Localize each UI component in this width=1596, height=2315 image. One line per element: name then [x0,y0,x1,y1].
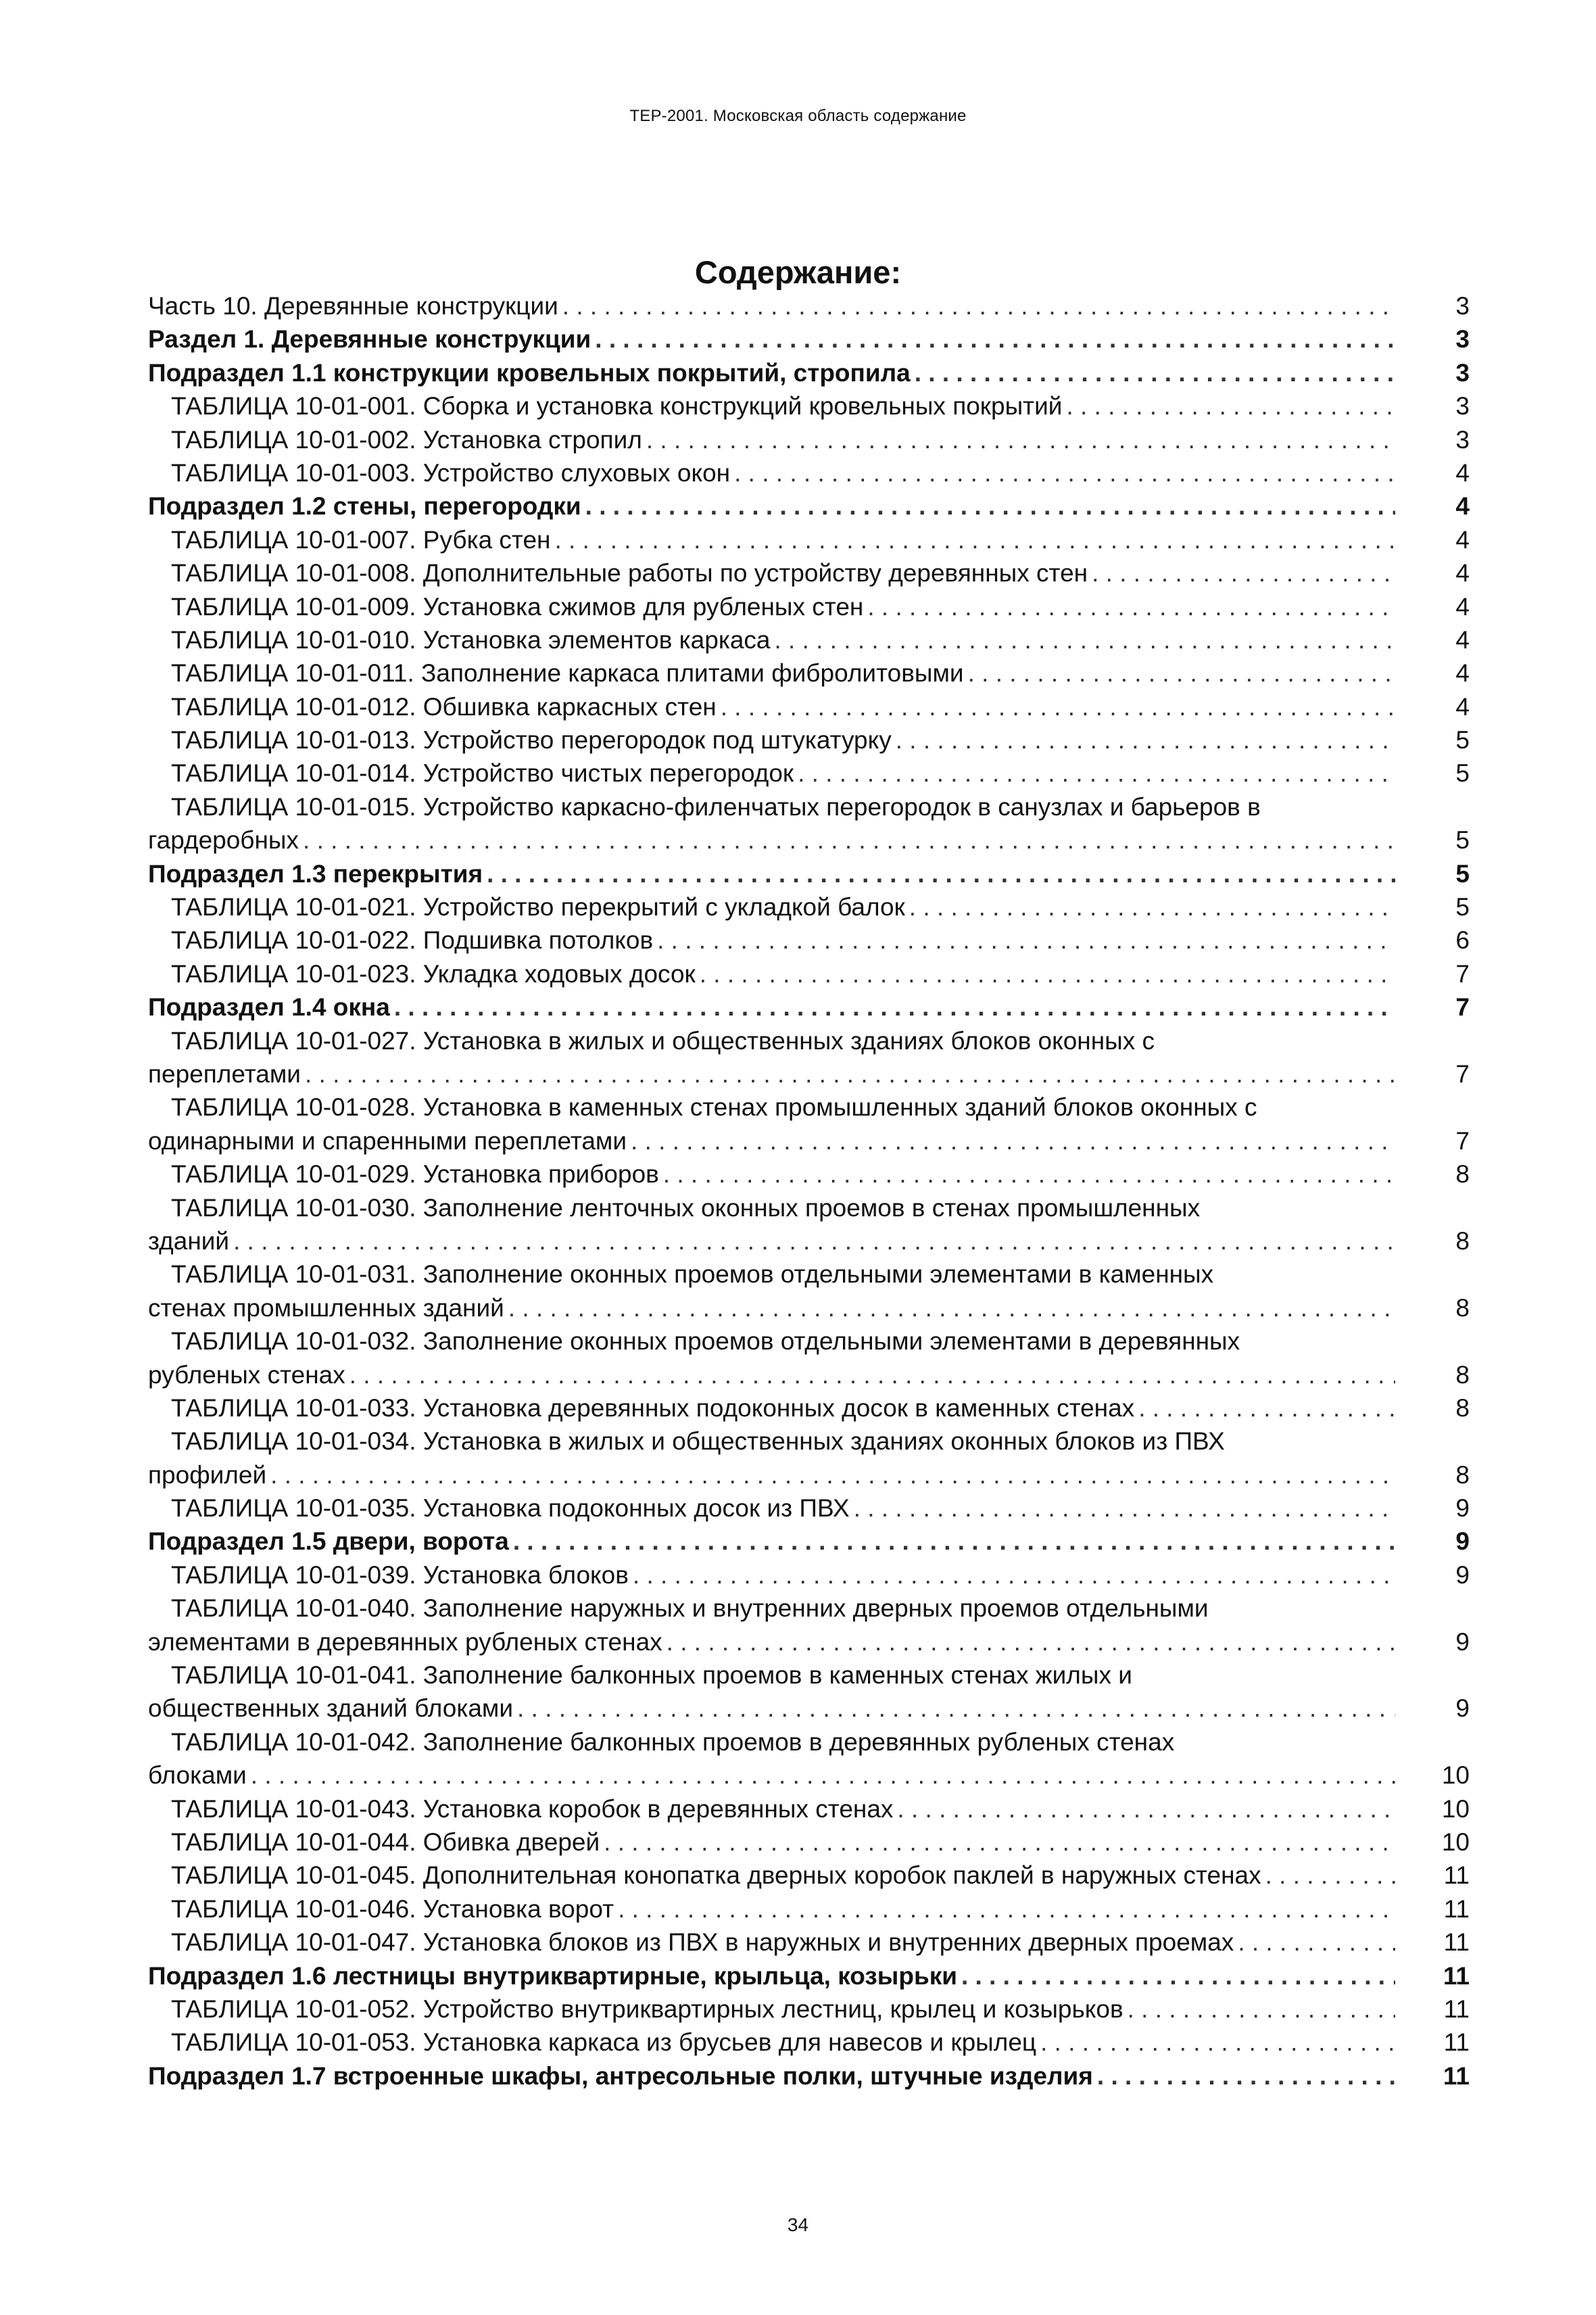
dot-leader [618,1892,1395,1926]
toc-entry-text: ТАБЛИЦА 10-01-008. Дополнительные работы по устройству деревянных стен [171,559,1088,588]
toc-entry[interactable] [148,356,1470,389]
dot-leader [798,757,1395,790]
toc-entry-page: 4 [1455,559,1470,588]
toc-entry[interactable] [148,2059,1470,2093]
toc-entry-page: 5 [1455,726,1470,755]
toc-entry-page: 9 [1455,1627,1470,1656]
toc-entry-text: ТАБЛИЦА 10-01-030. Заполнение ленточных оконных проемов в стенах промышленных [171,1193,1201,1222]
toc-entry-text: ТАБЛИЦА 10-01-011. Заполнение каркаса плитами фибролитовыми [171,659,964,688]
toc-entry-page: 4 [1455,458,1470,487]
dot-leader [508,1291,1395,1324]
dot-leader [394,991,1395,1024]
toc-entry[interactable] [148,1258,1470,1291]
dot-leader [700,957,1395,991]
toc-entry-text: ТАБЛИЦА 10-01-009. Установка сжимов для рубленых стен [171,592,864,621]
toc-entry[interactable] [148,1658,1470,1692]
toc-entry-page: 4 [1455,692,1470,721]
toc-entry-text: блоками [148,1761,247,1790]
toc-entry[interactable] [148,1592,1470,1625]
toc-entry-text: зданий [148,1226,230,1255]
toc-entry-page: 11 [1443,1995,1470,2023]
toc-entry-page: 10 [1441,1761,1470,1790]
toc-entry-text: элементами в деревянных рубленых стенах [148,1627,662,1656]
toc-entry-text: ТАБЛИЦА 10-01-013. Устройство перегородок под штукатурку [171,726,892,755]
toc-entry-page: 11 [1443,1861,1470,1890]
dot-leader [513,1525,1395,1558]
toc-entry-text: ТАБЛИЦА 10-01-028. Установка в каменных стенах промышленных зданий блоков оконных с [171,1093,1257,1122]
toc-entry[interactable] [148,1725,1470,1759]
toc-entry-page: 6 [1455,926,1470,955]
toc-entry[interactable] [148,1425,1470,1458]
toc-entry[interactable] [148,1057,1470,1091]
toc-entry-text: ТАБЛИЦА 10-01-046. Установка ворот [171,1894,614,1923]
toc-entry-page: 7 [1455,1126,1470,1155]
toc-entry-text: Часть 10. Деревянные конструкции [148,292,558,320]
toc-entry-page: 9 [1455,1527,1470,1556]
toc-entry-text: ТАБЛИЦА 10-01-047. Установка блоков из ПВХ в наружных и внутренних дверных проемах [171,1928,1234,1957]
dot-leader [854,1491,1395,1525]
toc-entry[interactable] [148,1224,1470,1258]
toc-entry-page: 10 [1441,1794,1470,1823]
toc-entry-text: ТАБЛИЦА 10-01-031. Заполнение оконных проемов отдельными элементами в каменных [171,1260,1214,1289]
toc-entry[interactable] [148,456,1470,490]
toc-entry[interactable] [148,1158,1470,1191]
dot-leader [487,857,1395,890]
toc-entry[interactable] [148,1959,1470,1992]
toc-entry-page: 7 [1455,959,1470,988]
dot-leader [604,1825,1395,1859]
toc-entry[interactable] [148,890,1470,924]
toc-entry-text: ТАБЛИЦА 10-01-033. Установка деревянных подоконных досок в каменных стенах [171,1393,1135,1422]
toc-entry[interactable] [148,323,1470,356]
toc-entry-text: общественных зданий блоками [148,1694,514,1723]
toc-entry-text: ТАБЛИЦА 10-01-027. Установка в жилых и общественных зданиях блоков оконных с [171,1026,1155,1055]
toc-entry[interactable] [148,556,1470,590]
dot-leader [633,1558,1395,1592]
dot-leader [631,1124,1395,1158]
page-number: 34 [787,2214,809,2235]
dot-leader [595,323,1395,356]
toc-entry-text: ТАБЛИЦА 10-01-043. Установка коробок в деревянных стенах [171,1794,894,1823]
toc-entry-text: ТАБЛИЦА 10-01-022. Подшивка потолков [171,926,654,955]
toc-entry-page: 5 [1455,859,1470,888]
toc-entry-page: 4 [1455,525,1470,554]
toc-entry-page: 3 [1455,358,1470,387]
dot-leader [961,1959,1395,1992]
toc-entry[interactable] [148,957,1470,991]
toc-entry[interactable] [148,1358,1470,1391]
toc-entry[interactable] [148,1458,1470,1491]
toc-entry-text: Подраздел 1.4 окна [148,993,390,1022]
toc-entry-text: одинарными и спаренными переплетами [148,1126,627,1155]
toc-entry[interactable] [148,991,1470,1024]
toc-entry-text: ТАБЛИЦА 10-01-007. Рубка стен [171,525,551,554]
toc-entry-page: 9 [1455,1560,1470,1589]
toc-entry[interactable] [148,857,1470,890]
dot-leader [1092,556,1395,590]
dot-leader [305,1057,1395,1091]
toc-entry[interactable] [148,623,1470,657]
toc-entry[interactable] [148,1892,1470,1926]
toc-entry-text: ТАБЛИЦА 10-01-052. Устройство внутриквартирных лестниц, крылец и козырьков [171,1995,1123,2023]
toc-entry-page: 11 [1443,1961,1470,1990]
toc-entry[interactable] [148,1091,1470,1124]
toc-entry-text: ТАБЛИЦА 10-01-029. Установка приборов [171,1160,659,1189]
dot-leader [585,490,1395,523]
toc-entry-page: 4 [1455,659,1470,688]
toc-entry-page: 8 [1455,1160,1470,1189]
toc-entry[interactable] [148,1291,1470,1324]
toc-entry[interactable] [148,289,1470,323]
toc-entry-page: 3 [1455,325,1470,354]
toc-entry[interactable] [148,824,1470,857]
toc-entry-text: ТАБЛИЦА 10-01-045. Дополнительная конопатка дверных коробок паклей в наружных стенах [171,1861,1261,1890]
dot-leader [667,1625,1395,1658]
toc-entry-text: ТАБЛИЦА 10-01-003. Устройство слуховых окон [171,458,731,487]
toc-entry-page: 8 [1455,1460,1470,1489]
toc-entry-text: ТАБЛИЦА 10-01-001. Сборка и установка конструкций кровельных покрытий [171,392,1063,421]
dot-leader [734,456,1395,490]
toc-entry[interactable] [148,1859,1470,1892]
toc-entry-text: ТАБЛИЦА 10-01-015. Устройство каркасно-филенчатых перегородок в санузлах и барьеров в [171,792,1261,821]
toc-entry-page: 4 [1455,492,1470,521]
dot-leader [1265,1859,1395,1892]
toc-entry[interactable] [148,690,1470,723]
toc-entry[interactable] [148,1391,1470,1425]
toc-entry-page: 4 [1455,592,1470,621]
dot-leader [774,623,1395,657]
dot-leader [251,1759,1395,1792]
toc-entry-page: 5 [1455,826,1470,855]
toc-entry-text: Подраздел 1.1 конструкции кровельных покрытий, стропила [148,358,911,387]
toc-entry-page: 3 [1455,425,1470,454]
dot-leader [915,356,1395,389]
dot-leader [663,1158,1395,1191]
dot-leader [897,1792,1395,1825]
toc-entry[interactable] [148,790,1470,824]
toc-entry-page: 8 [1455,1293,1470,1322]
toc-entry[interactable] [148,2026,1470,2059]
toc-entry[interactable] [148,924,1470,957]
toc-entry[interactable] [148,1491,1470,1525]
toc-entry-page: 11 [1443,1928,1470,1957]
dot-leader [657,924,1395,957]
toc-entry-text: ТАБЛИЦА 10-01-041. Заполнение балконных проемов в каменных стенах жилых и [171,1661,1132,1690]
toc-entry-page: 8 [1455,1393,1470,1422]
dot-leader [867,590,1395,623]
toc-entry-page: 3 [1455,292,1470,320]
toc-entry[interactable] [148,1825,1470,1859]
toc-entry[interactable] [148,1024,1470,1057]
toc-entry-text: гардеробных [148,826,299,855]
toc-entry[interactable] [148,1759,1470,1792]
toc-entry-text: Подраздел 1.2 стены, перегородки [148,492,581,521]
toc-entry-text: ТАБЛИЦА 10-01-021. Устройство перекрытий с укладкой балок [171,893,905,922]
page-header: ТЕР-2001. Московская область содержание [629,107,967,125]
toc-entry-page: 4 [1455,625,1470,654]
toc-entry[interactable] [148,1191,1470,1224]
dot-leader [1097,2059,1395,2093]
toc-entry[interactable] [148,423,1470,456]
toc-entry-text: ТАБЛИЦА 10-01-053. Установка каркаса из брусьев для навесов и крылец [171,2028,1037,2057]
dot-leader [896,723,1395,757]
toc-entry-page: 7 [1455,1059,1470,1088]
toc-entry[interactable] [148,1926,1470,1959]
toc-entry-page: 9 [1455,1494,1470,1523]
toc-entry-text: профилей [148,1460,267,1489]
toc-entry[interactable] [148,757,1470,790]
dot-leader [349,1358,1395,1391]
toc-entry-text: ТАБЛИЦА 10-01-010. Установка элементов каркаса [171,625,771,654]
toc-entry-text: ТАБЛИЦА 10-01-039. Установка блоков [171,1560,629,1589]
toc-entry-text: рубленых стенах [148,1360,345,1389]
toc-entry-text: ТАБЛИЦА 10-01-035. Установка подоконных досок из ПВХ [171,1494,850,1523]
toc-entry-page: 8 [1455,1226,1470,1255]
toc-entry[interactable] [148,1324,1470,1358]
toc-entry-text: ТАБЛИЦА 10-01-023. Укладка ходовых досок [171,959,696,988]
dot-leader [1066,389,1395,423]
toc-entry-page: 11 [1443,2061,1470,2090]
dot-leader [303,824,1395,857]
toc-entry[interactable] [148,1525,1470,1558]
toc-entry[interactable] [148,1992,1470,2026]
toc-entry[interactable] [148,1625,1470,1658]
toc-entry-page: 3 [1455,392,1470,421]
dot-leader [1128,1992,1395,2026]
dot-leader [909,890,1395,924]
toc-entry-text: ТАБЛИЦА 10-01-012. Обшивка каркасных стен [171,692,717,721]
toc-entry-text: ТАБЛИЦА 10-01-042. Заполнение балконных проемов в деревянных рубленых стенах [171,1727,1175,1756]
toc-entry-page: 11 [1443,1894,1470,1923]
toc-entry-page: 5 [1455,893,1470,922]
toc-entry-text: Подраздел 1.5 двери, ворота [148,1527,509,1556]
table-of-contents [148,289,1470,2093]
dot-leader [562,289,1395,323]
toc-entry-text: ТАБЛИЦА 10-01-044. Обивка дверей [171,1828,600,1856]
toc-entry-text: Подраздел 1.7 встроенные шкафы, антресольные полки, штучные изделия [148,2061,1093,2090]
toc-entry-text: стенах промышленных зданий [148,1293,504,1322]
toc-entry-page: 7 [1455,993,1470,1022]
toc-entry-page: 10 [1441,1828,1470,1856]
toc-entry[interactable] [148,490,1470,523]
toc-entry[interactable] [148,723,1470,757]
dot-leader [517,1692,1395,1725]
toc-entry-text: переплетами [148,1059,301,1088]
dot-leader [721,690,1395,723]
toc-entry[interactable] [148,1792,1470,1825]
toc-entry-text: ТАБЛИЦА 10-01-014. Устройство чистых перегородок [171,759,794,788]
dot-leader [554,523,1395,556]
toc-entry[interactable] [148,590,1470,623]
dot-leader [1138,1391,1395,1425]
toc-entry[interactable] [148,1124,1470,1158]
toc-entry-page: 8 [1455,1360,1470,1389]
toc-entry-text: Подраздел 1.6 лестницы внутриквартирные, крыльца, козырьки [148,1961,957,1990]
toc-entry[interactable] [148,389,1470,423]
toc-entry[interactable] [148,1558,1470,1592]
dot-leader [270,1458,1395,1491]
toc-entry-text: ТАБЛИЦА 10-01-040. Заполнение наружных и внутренних дверных проемов отдельными [171,1594,1209,1623]
toc-entry[interactable] [148,523,1470,556]
toc-entry-page: 5 [1455,759,1470,788]
toc-entry-text: Раздел 1. Деревянные конструкции [148,325,591,354]
toc-entry-page: 11 [1443,2028,1470,2057]
toc-entry-text: ТАБЛИЦА 10-01-032. Заполнение оконных проемов отдельными элементами в деревянных [171,1327,1240,1356]
toc-entry-text: ТАБЛИЦА 10-01-002. Установка стропил [171,425,642,454]
dot-leader [1238,1926,1395,1959]
dot-leader [233,1224,1395,1258]
toc-entry-text: ТАБЛИЦА 10-01-034. Установка в жилых и общественных зданиях оконных блоков из ПВХ [171,1427,1225,1456]
toc-title: Содержание: [694,254,902,290]
dot-leader [646,423,1395,456]
toc-entry-text: Подраздел 1.3 перекрытия [148,859,483,888]
toc-entry-page: 9 [1455,1694,1470,1723]
toc-entry[interactable] [148,1692,1470,1725]
dot-leader [1040,2026,1395,2059]
toc-entry[interactable] [148,657,1470,690]
dot-leader [968,657,1395,690]
